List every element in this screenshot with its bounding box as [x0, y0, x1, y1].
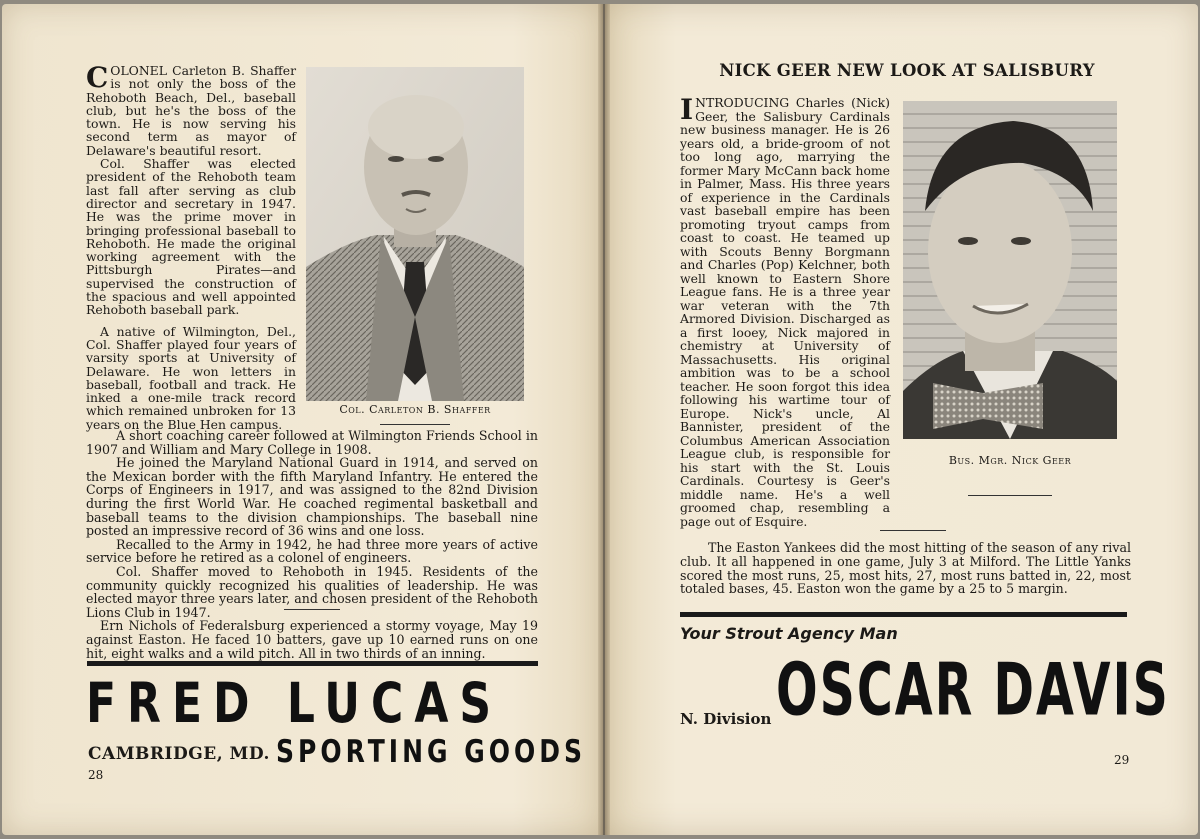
caption-divider — [968, 495, 1052, 496]
shaffer-article-full-width — [86, 429, 538, 660]
page-number-right: 29 — [1114, 753, 1130, 767]
ad-top-rule — [87, 661, 538, 666]
geer-portrait-image — [903, 101, 1117, 439]
section-divider — [284, 609, 340, 610]
nichols-note: Ern Nichols of Federalsburg experienced a stormy voyage, May 19 against Easton. He faced 10 batters, gave up 10 earned runs on one hit, eight walks and a wild pitch. All in two thirds of an inning. — [86, 618, 538, 661]
fred-lucas-name: FRED LUCAS — [86, 672, 503, 736]
easton-note — [680, 541, 1131, 596]
fred-lucas-business: SPORTING GOODS — [276, 733, 586, 770]
oscar-davis-name: OSCAR DAVIS — [776, 648, 1170, 733]
shaffer-portrait-image — [306, 67, 524, 401]
article-paragraph: NTRODUCING Charles (Nick) Geer, the Salisbury Cardinals new business manager. He is 26 years old, a bride-groom of not too long ago, marrying the former Mary McCann back home in Palmer, Mass. His three years of experience in the Cardinals vast baseball empire has been promoting tryout camps from coast to coast. He teamed up with Scouts Benny Borgmann and Charles (Pop) Kelchner, both well known to Eastern Shore League fans. He is a three year war veteran with the 7th Armored Division. Discharged as a first looey, Nick majored in chemistry at University of Massachusetts. His original ambition was to be a school teacher. He soon forgot this idea following his wartime tour of Europe. Nick's uncle, Al Bannister, president of the Columbus American Association League club, is responsible for his start with the St. Louis Cardinals. Courtesy is Geer's middle name. He's a well groomed chap, resembling a page out of Esquire. — [680, 95, 890, 529]
geer-article-column — [680, 93, 890, 529]
dropcap-i: I — [680, 93, 694, 126]
article-paragraph: He joined the Maryland National Guard in 1914, and served on the Mexican border with the fifth Maryland Infantry. He entered the Corps of Engineers in 1917, and was assigned to the 82nd Division during the first World War. He coached regimental basketball and baseball teams to the division championships. The baseball nine posted an impressive record of 36 wins and one loss. — [86, 455, 538, 539]
book-gutter — [598, 4, 610, 835]
caption-divider — [380, 424, 450, 425]
article-paragraph: A native of Wilmington, Del., Col. Shaffer played four years of varsity sports at University of Delaware. He won letters in baseball, football and track. He inked a one-mile track record which remained unbroken for 13 years on the Blue Hen campus. — [86, 323, 296, 432]
article-paragraph: Recalled to the Army in 1942, he had three more years of active service before he retired as a colonel of engineers. — [86, 536, 538, 566]
ad-top-rule — [680, 612, 1127, 617]
shaffer-article-column — [86, 61, 296, 432]
strout-tagline: Your Strout Agency Man — [680, 624, 898, 643]
section-divider — [880, 530, 946, 531]
article-paragraph: OLONEL Carleton B. Shaffer is not only the boss of the Rehoboth Beach, Del., baseball club, but he's the boss of the town. He is now serving his second term as mayor of Delaware's beautiful resort. — [86, 63, 296, 158]
page-number-left: 28 — [88, 768, 104, 782]
geer-photo-caption: Bus. Mgr. Nick Geer — [948, 454, 1072, 467]
ad-division: N. Division — [680, 710, 772, 728]
article-paragraph: Col. Shaffer was elected president of the Rehoboth team last fall after serving as club director and secretary in 1947. He was the prime mover in bringing professional baseball to Rehoboth. He made the original working agreement with the Pittsburgh Pirates—and supervised the construction of the spacious and well appointed Rehoboth baseball park. — [86, 156, 296, 318]
geer-headline: NICK GEER NEW LOOK AT SALISBURY — [719, 61, 1095, 80]
shaffer-photo — [306, 67, 524, 401]
shaffer-photo-caption: Col. Carleton B. Shaffer — [339, 403, 491, 416]
easton-note-text: The Easton Yankees did the most hitting of the season of any rival club. It all happened in one game, July 3 at Milford. The Little Yanks scored the most runs, 25, most hits, 27, most runs batted in, 22, most totaled bases, 45. Easton won the game by a 25 to 5 margin. — [680, 540, 1131, 597]
geer-photo — [903, 101, 1117, 439]
dropcap-c: C — [86, 61, 109, 94]
article-paragraph: Col. Shaffer moved to Rehoboth in 1945. Residents of the community quickly recognized his qualities of leadership. He was elected mayor three years later, and chosen president of the Rehoboth Lions Club in 1947. — [86, 563, 538, 620]
article-paragraph: A short coaching career followed at Wilmington Friends School in 1907 and William and Mary College in 1908. — [86, 428, 538, 457]
fred-lucas-location: CAMBRIDGE, MD. — [88, 744, 270, 764]
